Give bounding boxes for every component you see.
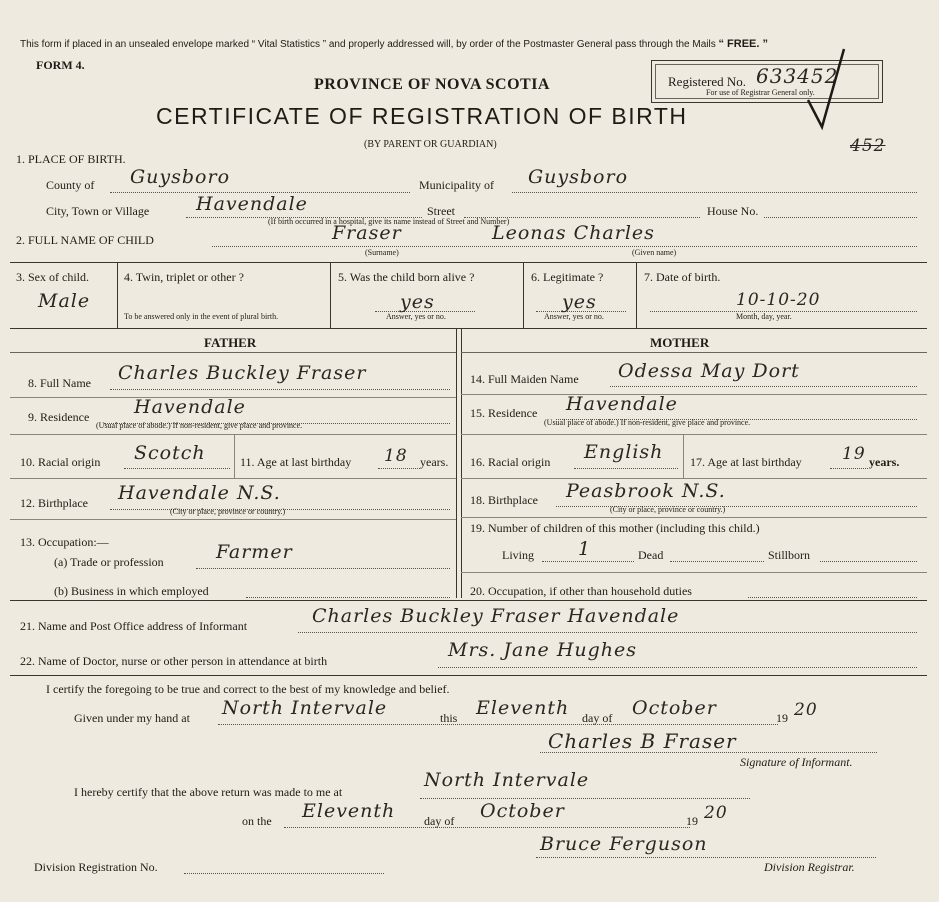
form-number: FORM 4. [36, 58, 85, 72]
mother-occupation-label: 20. Occupation, if other than household duties [470, 584, 692, 598]
business-label: (b) Business in which employed [54, 584, 209, 598]
municipality-value: Guysboro [528, 166, 629, 188]
father-name-label: 8. Full Name [28, 376, 91, 390]
return-month: October [480, 800, 565, 822]
given-month: October [632, 697, 717, 719]
children-count-label: 19. Number of children of this mother (including this child.) [470, 521, 760, 535]
place-of-birth-label: 1. PLACE OF BIRTH. [16, 152, 126, 166]
attendant-value: Mrs. Jane Hughes [448, 639, 638, 661]
attendant-label: 22. Name of Doctor, nurse or other person in attendance at birth [20, 654, 328, 668]
street-label: Street [427, 204, 455, 218]
sex-label: 3. Sex of child. [16, 270, 89, 284]
registrar-general-note: For use of Registrar General only. [706, 88, 815, 97]
child-name-label: 2. FULL NAME OF CHILD [16, 233, 154, 247]
return-day: Eleventh [302, 800, 396, 822]
father-birthplace: Havendale N.S. [118, 482, 281, 504]
legitimate-value: yes [562, 291, 597, 313]
given-under-hand-label: Given under my hand at [74, 711, 190, 725]
twin-label: 4. Twin, triplet or other ? [124, 270, 244, 284]
surname-note: (Surname) [365, 248, 399, 257]
given-name-note: (Given name) [632, 248, 677, 257]
check-mark [800, 45, 850, 135]
mother-race-label: 16. Racial origin [470, 455, 551, 469]
father-residence-label: 9. Residence [28, 410, 90, 424]
informant-value: Charles Buckley Fraser Havendale [312, 605, 680, 627]
page-subtitle: (BY PARENT OR GUARDIAN) [364, 139, 497, 150]
legitimate-note: Answer, yes or no. [544, 312, 604, 321]
notice-text: This form if placed in an unsealed envelope marked “ Vital Statistics ” and properly addressed will, by order of the Postmaster General pass through the Mails [20, 39, 716, 50]
return-year-prefix: 19 [686, 814, 698, 828]
twin-note: To be answered only in the event of plural birth. [124, 312, 279, 321]
this-label: this [440, 711, 458, 725]
father-occupation-label: 13. Occupation:— [20, 535, 109, 549]
born-alive-value: yes [400, 291, 435, 313]
mother-name-label: 14. Full Maiden Name [470, 372, 579, 386]
division-registration-label: Division Registration No. [34, 860, 158, 874]
mother-name: Odessa May Dort [618, 360, 800, 382]
father-residence-note: (Usual place of abode.) If non-resident, give place and province. [96, 421, 303, 430]
registered-label: Registered No. [668, 74, 746, 89]
mother-race: English [584, 441, 664, 463]
county-label: County of [46, 178, 95, 192]
date-of-birth-note: Month, day, year. [736, 312, 792, 321]
mother-age: 19 [842, 444, 866, 464]
mother-residence-note: (Usual place of abode.) If non-resident, give place and province. [544, 418, 751, 427]
mother-residence: Havendale [566, 393, 678, 415]
mailing-notice [20, 38, 768, 50]
municipality-label: Municipality of [419, 178, 494, 192]
mother-years: years. [869, 455, 900, 469]
father-age-label: 11. Age at last birthday [240, 455, 352, 469]
child-surname: Fraser [332, 222, 402, 244]
mother-heading: MOTHER [650, 335, 710, 350]
trade-label: (a) Trade or profession [54, 555, 164, 569]
dead-label: Dead [638, 548, 664, 562]
house-number-label: House No. [707, 204, 759, 218]
born-alive-label: 5. Was the child born alive ? [338, 270, 475, 284]
given-year: 20 [794, 700, 818, 720]
date-of-birth-value: 10-10-20 [736, 290, 821, 310]
mother-birthplace: Peasbrook N.S. [566, 480, 726, 502]
born-alive-note: Answer, yes or no. [386, 312, 446, 321]
registrar-signature: Bruce Ferguson [540, 833, 708, 855]
mother-age-label: 17. Age at last birthday [690, 455, 802, 469]
mother-residence-label: 15. Residence [470, 406, 538, 420]
father-residence: Havendale [134, 396, 246, 418]
given-place: North Intervale [222, 697, 388, 719]
sex-value: Male [38, 290, 91, 312]
father-race: Scotch [134, 442, 206, 464]
day-of-label: day of [582, 711, 613, 725]
father-birthplace-note: (City or place, province or country.) [170, 507, 286, 516]
living-label: Living [502, 548, 534, 562]
stillborn-label: Stillborn [768, 548, 811, 562]
mother-birthplace-note: (City or place, province or country.) [610, 505, 726, 514]
father-heading: FATHER [204, 335, 257, 350]
registrar-certify-line: I hereby certify that the above return was made to me at [74, 785, 343, 799]
date-of-birth-label: 7. Date of birth. [644, 270, 721, 284]
signature-of-informant-label: Signature of Informant. [740, 755, 853, 769]
on-the-label: on the [242, 814, 272, 828]
given-day: Eleventh [476, 697, 570, 719]
child-given-name: Leonas Charles [492, 222, 655, 244]
city-label: City, Town or Village [46, 204, 150, 218]
return-place: North Intervale [424, 769, 590, 791]
father-years: years. [420, 455, 449, 469]
crossed-number: 452 [850, 136, 886, 156]
division-registrar-label: Division Registrar. [764, 860, 855, 874]
father-trade: Farmer [216, 541, 293, 563]
father-race-label: 10. Racial origin [20, 455, 101, 469]
informant-label: 21. Name and Post Office address of Informant [20, 619, 248, 633]
notice-free: “ FREE. ” [718, 38, 769, 50]
father-name: Charles Buckley Fraser [118, 362, 367, 384]
return-year: 20 [704, 803, 728, 823]
hospital-note: (If birth occurred in a hospital, give its name instead of Street and Number) [268, 217, 510, 226]
year-prefix: 19 [776, 711, 788, 725]
father-birthplace-label: 12. Birthplace [20, 496, 88, 510]
page-title: CERTIFICATE OF REGISTRATION OF BIRTH [156, 103, 688, 129]
father-age: 18 [384, 446, 408, 466]
return-day-of-label: day of [424, 814, 455, 828]
county-value: Guysboro [130, 166, 231, 188]
informant-signature: Charles B Fraser [548, 729, 737, 753]
city-value: Havendale [196, 193, 308, 215]
mother-birthplace-label: 18. Birthplace [470, 493, 538, 507]
certify-statement: I certify the foregoing to be true and correct to the best of my knowledge and belief. [46, 682, 450, 696]
living-count: 1 [578, 538, 592, 560]
registered-number: 633452 [756, 64, 839, 88]
legitimate-label: 6. Legitimate ? [531, 270, 604, 284]
province-heading: PROVINCE OF NOVA SCOTIA [314, 76, 550, 93]
